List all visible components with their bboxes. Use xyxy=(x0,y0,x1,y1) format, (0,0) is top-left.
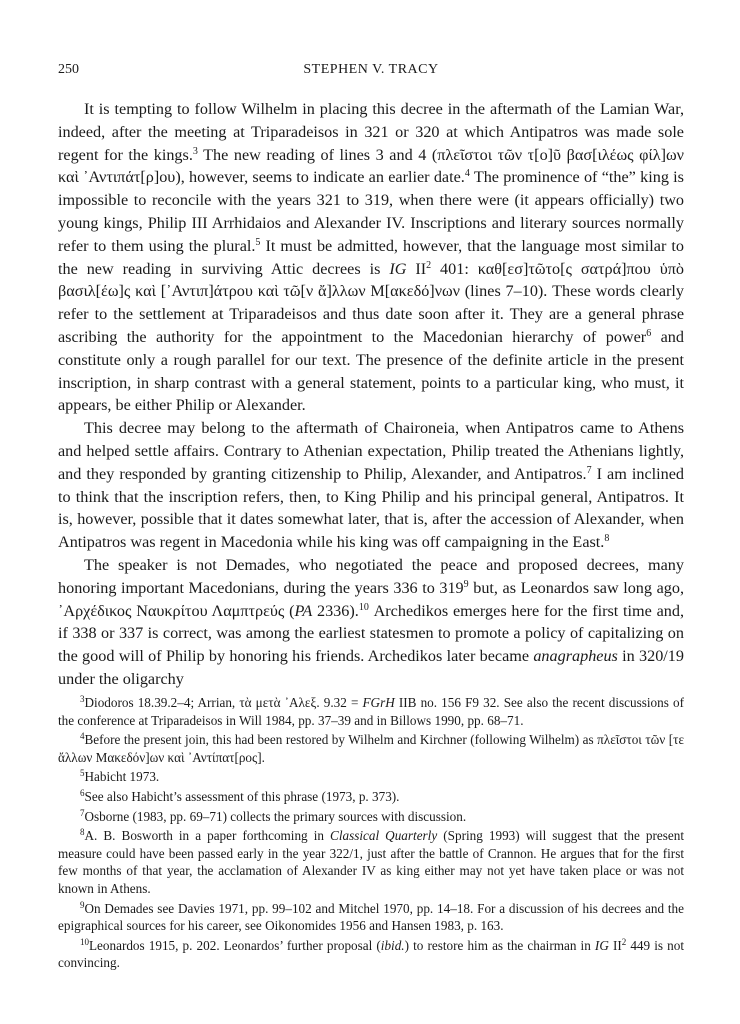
paragraph-2 xyxy=(58,417,684,554)
footnote-text: Habicht 1973. xyxy=(84,769,160,785)
footnote-text: II xyxy=(608,937,622,953)
footnote-ref-9: 9 xyxy=(463,578,469,590)
footnote-text: ) to restore him as the chairman in xyxy=(404,937,595,953)
footnote-6 xyxy=(58,788,684,806)
italic-ig: IG xyxy=(594,937,609,953)
running-head: STEPHEN V. TRACY xyxy=(303,62,439,77)
text-run: The speaker is not Demades, who negotiated the peace and proposed decrees, many honoring important Macedonians, during the years 336 to 319 xyxy=(58,555,684,597)
text-run: Archedikos emerges here for the first time and, if 338 or 337 is correct, was among the earliest statesmen to promote a policy of capitalizing on the good will of Philip by honoring his friends. Archedikos later became xyxy=(58,601,685,666)
footnote-5 xyxy=(58,768,684,786)
footnote-4 xyxy=(58,731,684,766)
footnote-8 xyxy=(58,827,684,897)
text-run: It is tempting to follow Wilhelm in placing this decree in the aftermath of the Lamian War, indeed, after the meeting at Triparadeisos in 321 or 320 at which Antipatros was made sole regent for the kings. xyxy=(58,100,684,164)
italic-pa: PA xyxy=(294,601,313,620)
footnote-ref-6: 6 xyxy=(646,327,652,339)
footnote-ref-4: 4 xyxy=(464,168,470,180)
italic-ig: IG xyxy=(389,259,407,278)
text-run: II xyxy=(406,259,427,278)
footnote-number: 3 xyxy=(80,694,85,704)
footnote-ref-3: 3 xyxy=(192,145,198,157)
footnote-7 xyxy=(58,808,684,826)
footnote-text: 449 is not convincing. xyxy=(58,937,684,971)
text-run: This decree may belong to the aftermath of Chaironeia, when Antipatros came to Athens and helped settle affairs. Contrary to Athenian expectation, Philip treated the Athenians lightly, and they responded by granting citizenship to Philip, Alexander, and Antipatros. xyxy=(58,419,684,483)
footnote-3 xyxy=(58,694,684,729)
footnote-10 xyxy=(58,937,684,972)
text-run: in 320/19 under the oligarchy xyxy=(58,647,684,688)
footnote-ref-10: 10 xyxy=(358,601,369,613)
footnote-number: 10 xyxy=(80,936,89,947)
text-run: 401: καθ[εσ]τῶτο[ς σατρά]που ὑπὸ βασιλ[έω]ς καὶ [᾽Αντιπ]άτρου καὶ τῶ[ν ἄ]λλων Μ[ακεδό]νων (lines 7–10). These words clearly refer to the settlement at Triparadeisos and thus date soon after it. They are a general phrase ascribing the authority for the appointment to the Macedonian hierarchy of power xyxy=(58,259,684,346)
footnote-text: On Demades see Davies 1971, pp. 99–102 and Mitchel 1970, pp. 14–18. For a discussion of his decrees and the epigraphical sources for his career, see Oikonomides 1956 and Hansen 1983, p. 163. xyxy=(58,900,684,934)
footnote-9 xyxy=(58,900,684,935)
italic-fgrh: FGrH xyxy=(362,695,395,710)
footnote-text: (Spring 1993) will suggest that the present measure could have been passed early in the year 322/1, just after the battle of Crannon. He argues that for the first few months of that year, the acclamation of Alexander IV as king either may not yet have taken place or was not known in Athens. xyxy=(58,828,685,896)
footnote-ref-8: 8 xyxy=(604,533,610,545)
footnote-ref-5: 5 xyxy=(255,236,261,248)
text-run: It must be admitted, however, that the language most similar to the new reading in surviving Attic decrees is xyxy=(58,236,684,278)
superscript-2: 2 xyxy=(621,936,627,947)
page-header xyxy=(58,62,684,82)
footnote-text: A. B. Bosworth in a paper forthcoming in xyxy=(84,828,331,844)
text-run: I am inclined to think that the inscription refers, then, to King Philip and his principal general, Antipatros. It is, however, possible that it dates somewhat later, that is, after the accession of Alexander, when Antipatros was regent in Macedonia while his king was off campaigning in the East. xyxy=(58,464,684,552)
text-run: 2336). xyxy=(312,601,359,620)
footnotes xyxy=(58,694,684,974)
italic-anagrapheus: anagrapheus xyxy=(533,647,618,666)
footnote-text: See also Habicht’s assessment of this phrase (1973, p. 373). xyxy=(84,788,400,804)
text-run: and constitute only a rough parallel for our text. The presence of the definite article in the present inscription, in sharp contrast with a general statement, points to a particular king, who must, it appears, be either Philip or Alexander. xyxy=(58,327,684,415)
text-run: but, as Leonardos saw long ago, ᾽Αρχέδικος Ναυκρίτου Λαμπτρεύς ( xyxy=(58,578,684,620)
text-run: The new reading of lines 3 and 4 (πλεῖστοι τῶν τ[ο]ῦ βασ[ιλέως φίλ]ων καὶ ᾽Αντιπάτ[ρ]ου), however, seems to indicate an earlier date. xyxy=(58,145,684,187)
footnote-number: 7 xyxy=(80,807,85,818)
superscript-2: 2 xyxy=(426,259,432,271)
footnote-ref-7: 7 xyxy=(586,464,592,476)
footnote-text: Before the present join, this had been restored by Wilhelm and Kirchner (following Wilhelm) as πλεῖστοι τῶν [τε ἄλλων Μακεδόν]ων καὶ ᾽Αντίπατ[ρος]. xyxy=(58,732,684,765)
paragraph-1 xyxy=(58,98,684,417)
footnote-text: Osborne (1983, pp. 69–71) collects the primary sources with discussion. xyxy=(84,808,467,824)
main-text xyxy=(58,98,684,691)
italic-journal: Classical Quarterly xyxy=(330,828,438,844)
footnote-number: 9 xyxy=(80,899,85,910)
footnote-text: Diodoros 18.39.2–4; Arrian, τὰ μετὰ ᾽Αλεξ. 9.32 = xyxy=(84,695,363,710)
italic-ibid: ibid. xyxy=(380,937,405,953)
footnote-number: 5 xyxy=(80,768,85,779)
footnote-number: 6 xyxy=(80,787,85,798)
footnote-text: Leonardos 1915, p. 202. Leonardos’ further proposal ( xyxy=(89,937,381,953)
footnote-number: 4 xyxy=(80,731,85,742)
footnote-text: IIB no. 156 F9 32. See also the recent discussions of the conference at Triparadeisos in Will 1984, pp. 37–39 and in Billows 1990, pp. 68–71. xyxy=(58,695,684,728)
paragraph-3 xyxy=(58,554,684,691)
footnote-number: 8 xyxy=(80,827,85,838)
page-number: 250 xyxy=(58,62,79,77)
text-run: The prominence of “the” king is impossible to reconcile with the years 321 to 319, when there were (it appears officially) two young kings, Philip III Arrhidaios and Alexander IV. Inscriptions and literary sources normally refer to them using the plural. xyxy=(58,168,684,255)
